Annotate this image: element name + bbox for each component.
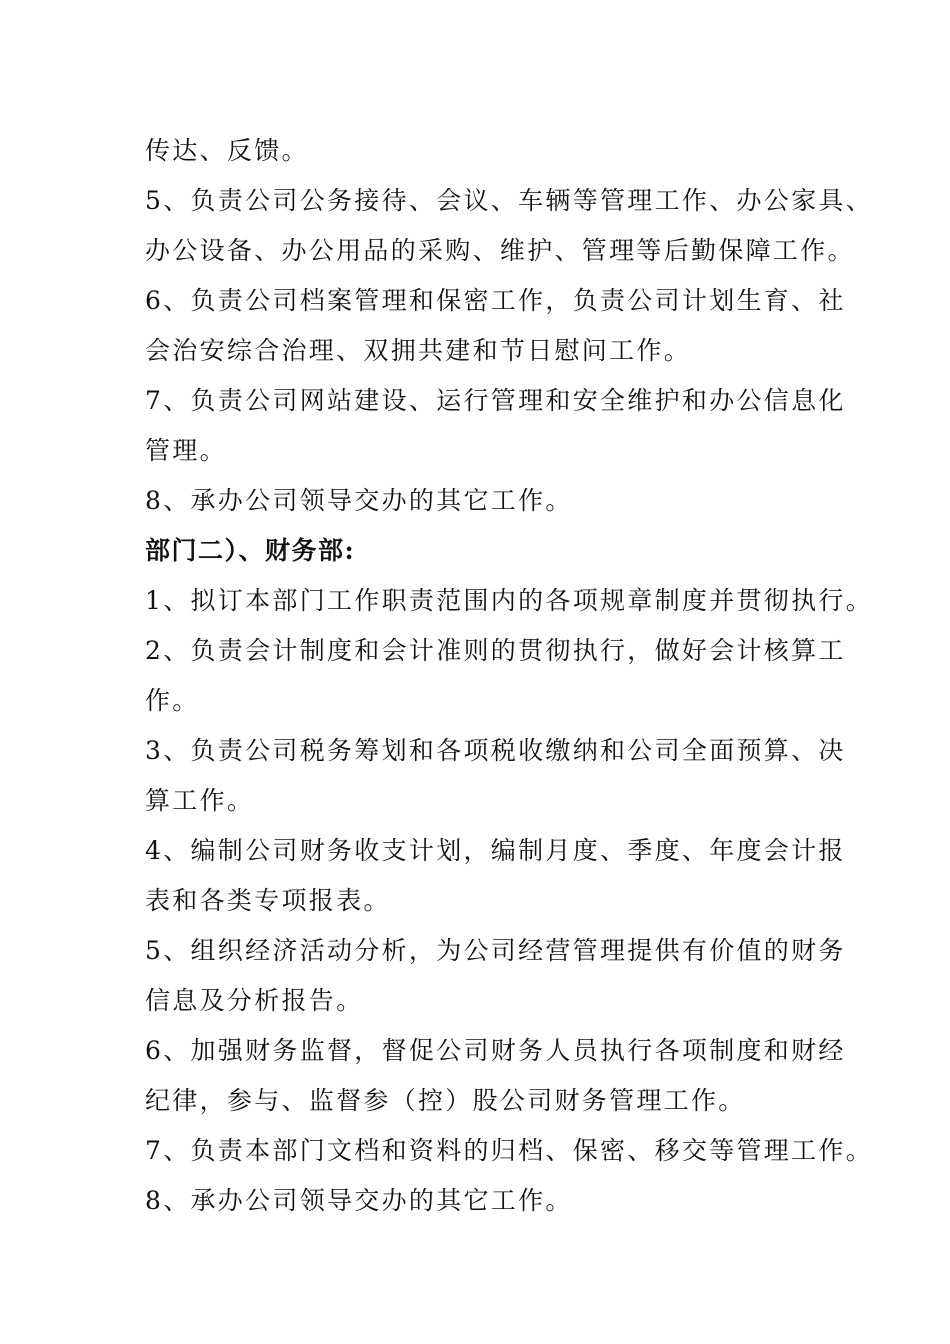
text-line-finance-item-7: 7、负责本部门文档和资料的归档、保密、移交等管理工作。: [145, 1136, 874, 1165]
text-line-finance-item-1: 1、拟订本部门工作职责范围内的各项规章制度并贯彻执行。: [145, 586, 874, 615]
text-line-finance-item-2-cont: 作。: [145, 686, 200, 715]
text-line-item-7-cont: 管理。: [145, 436, 227, 465]
text-line-item-5: 5、负责公司公务接待、会议、车辆等管理工作、办公家具、: [145, 186, 874, 215]
text-line-item-8: 8、承办公司领导交办的其它工作。: [145, 486, 573, 515]
text-line-item-6: 6、负责公司档案管理和保密工作，负责公司计划生育、社: [145, 286, 846, 315]
text-line-finance-item-5: 5、组织经济活动分析，为公司经营管理提供有价值的财务: [145, 936, 846, 965]
text-line-item-6-cont: 会治安综合治理、双拥共建和节日慰问工作。: [145, 336, 692, 365]
text-line-item-5-cont: 办公设备、办公用品的采购、维护、管理等后勤保障工作。: [145, 236, 855, 265]
text-line-finance-item-3: 3、负责公司税务筹划和各项税收缴纳和公司全面预算、决: [145, 736, 846, 765]
text-line-continuation: 传达、反馈。: [145, 136, 309, 165]
text-line-finance-item-6-cont: 纪律，参与、监督参（控）股公司财务管理工作。: [145, 1086, 746, 1115]
text-line-finance-item-8: 8、承办公司领导交办的其它工作。: [145, 1186, 573, 1215]
text-line-finance-item-4: 4、编制公司财务收支计划，编制月度、季度、年度会计报: [145, 836, 846, 865]
section-heading-finance: 部门二）、财务部:: [145, 536, 356, 565]
text-line-finance-item-3-cont: 算工作。: [145, 786, 255, 815]
text-line-finance-item-4-cont: 表和各类专项报表。: [145, 886, 391, 915]
text-line-finance-item-6: 6、加强财务监督，督促公司财务人员执行各项制度和财经: [145, 1036, 846, 1065]
text-line-finance-item-2: 2、负责会计制度和会计准则的贯彻执行，做好会计核算工: [145, 636, 846, 665]
text-line-item-7: 7、负责公司网站建设、运行管理和安全维护和办公信息化: [145, 386, 846, 415]
text-line-finance-item-5-cont: 信息及分析报告。: [145, 986, 364, 1015]
